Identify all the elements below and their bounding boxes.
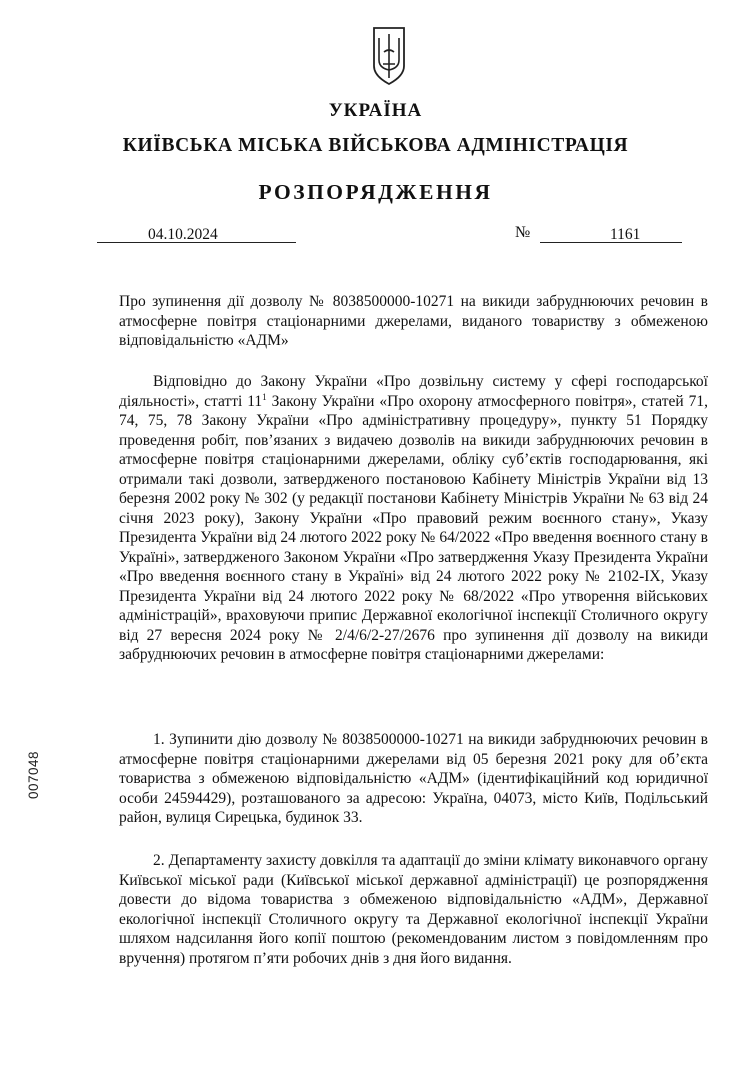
preamble-paragraph <box>119 372 708 665</box>
document-date: 04.10.2024 <box>148 226 218 243</box>
document-number: 1161 <box>610 226 641 243</box>
trident-emblem-icon <box>371 26 407 86</box>
number-label: № <box>515 224 531 241</box>
authority-heading: КИЇВСЬКА МІСЬКА ВІЙСЬКОВА АДМІНІСТРАЦІЯ <box>122 135 629 156</box>
number-underline <box>540 242 682 243</box>
preamble-text-b: Закону України «Про охорону атмосферного повітря», статей 71, 74, 75, 78 Закону України «Про адміністративну процедуру», пункту 51 Порядку проведення робіт, пов’язаних з видачею дозволів на викиди забруднюючих речовин в атмосферне повітря стаціонарними джерелами, обліку суб’єктів господарювання, які отримали такі дозволи, затвердженого постановою Кабінету Міністрів України від 13 березня 2002 року № 302 (у редакції постанови Кабінету Міністрів України № 63 від 24 січня 2023 року), Закону України «Про правовий режим воєнного стану», Указу Президента України від 24 лютого 2022 року № 64/2022 «Про введення воєнного стану в Україні», затвердженого Законом України «Про затвердження Указу Президента України «Про введення воєнного стану в Україні» від 24 лютого 2022 року № 2102-IX, Указу Президента України від 24 лютого 2022 року № 68/2022 «Про утворення військових адміністрацій», враховуючи припис Державної екологічної інспекції Столичного округу від 27 вересня 2024 року № 2/4/6/2-27/2676 про зупинення дії дозволу на викиди забруднюючих речовин в атмосферне повітря стаціонарними джерелами: <box>119 392 708 663</box>
preamble-text-a: Відповідно до Закону України «Про дозвільну систему у сфері господарської діяльності», статті 11 <box>119 373 708 410</box>
document-subject: Про зупинення дії дозволу № 8038500000-10271 на викиди забруднюючих речовин в атмосферне повітря стаціонарними джерелами, виданого товариству з обмеженою відповідальністю «АДМ» <box>119 293 708 349</box>
country-heading: УКРАЇНА <box>328 100 423 121</box>
document-type-heading: РОЗПОРЯДЖЕННЯ <box>258 180 493 204</box>
date-underline <box>97 242 296 243</box>
side-registration-code: 007048 <box>26 750 41 799</box>
preamble-superscript: 1 <box>262 391 267 402</box>
order-item-1: 1. Зупинити дію дозволу № 8038500000-10271 на викиди забруднюючих речовин в атмосферне повітря стаціонарними джерелами від 05 березня 2021 року для об’єкта товариства з обмеженою відповідальністю «АДМ» (ідентифікаційний код юридичної особи 24594429), розташованого за адресою: Україна, 04073, місто Київ, Подільський район, вулиця Сирецька, будинок 33. <box>119 731 708 826</box>
order-item-2: 2. Департаменту захисту довкілля та адаптації до зміни клімату виконавчого органу Київської міської ради (Київської міської державної адміністрації) це розпорядження довести до відома товариства з обмеженою відповідальністю «АДМ», Державної екологічної інспекції Столичного округу та Державної екологічної інспекції України шляхом надсилання його копії поштою (рекомендованим листом з повідомленням про вручення) протягом п’яти робочих днів з дня його видання. <box>119 852 708 967</box>
